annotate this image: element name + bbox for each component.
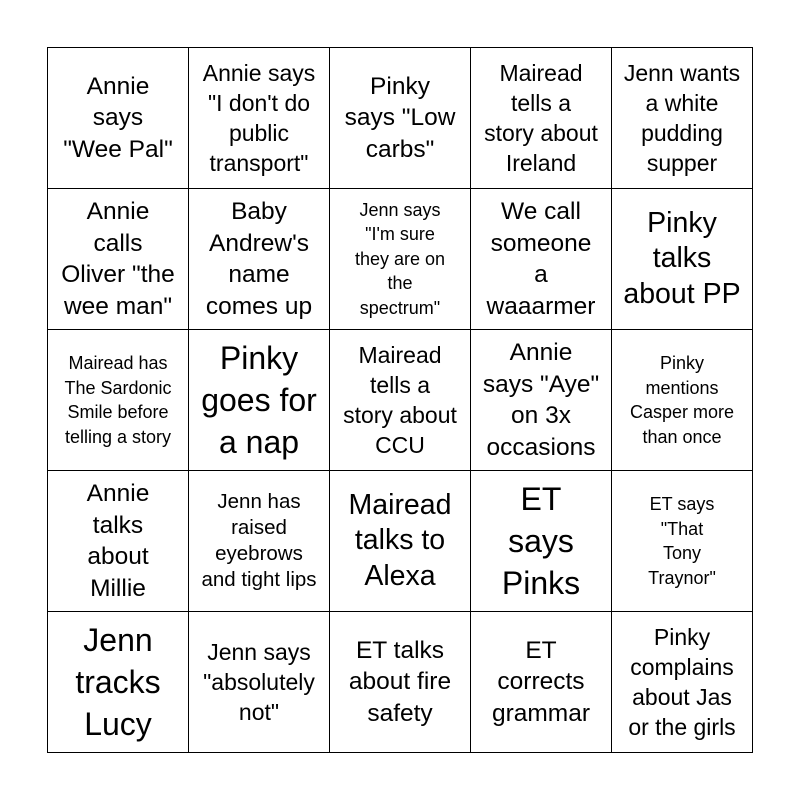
bingo-cell[interactable] <box>189 330 330 471</box>
cell-text: Annie says "Wee Pal" <box>63 72 173 163</box>
bingo-cell[interactable] <box>48 330 189 471</box>
bingo-cell[interactable] <box>48 471 189 612</box>
bingo-cell[interactable] <box>189 471 330 612</box>
cell-text: Pinky talks about PP <box>623 206 741 310</box>
bingo-cell[interactable] <box>330 48 471 189</box>
bingo-cell[interactable] <box>471 471 612 612</box>
bingo-cell[interactable] <box>48 189 189 330</box>
bingo-cell[interactable] <box>330 612 471 753</box>
cell-text: Jenn says "absolutely not" <box>203 639 315 725</box>
bingo-cell[interactable] <box>471 330 612 471</box>
bingo-cell[interactable] <box>612 612 753 753</box>
cell-text: ET says "That Tony Traynor" <box>648 494 716 588</box>
cell-text: Baby Andrew's name comes up <box>205 198 313 320</box>
cell-text: Annie calls Oliver "the wee man" <box>61 198 175 320</box>
bingo-cell[interactable] <box>471 189 612 330</box>
cell-text: Mairead tells a story about Ireland <box>484 60 598 176</box>
cell-text: Pinky says "Low carbs" <box>344 72 456 163</box>
bingo-cell[interactable] <box>48 48 189 189</box>
cell-text: Annie says "Aye" on 3x occasions <box>482 339 600 461</box>
bingo-cell[interactable] <box>330 471 471 612</box>
bingo-cell[interactable] <box>189 189 330 330</box>
cell-text: Annie talks about Millie <box>86 480 150 602</box>
cell-text: Jenn has raised eyebrows and tight lips <box>201 490 317 591</box>
cell-text: Mairead talks to Alexa <box>348 488 452 592</box>
cell-text: ET says Pinks <box>501 481 581 601</box>
cell-text: Pinky goes for a nap <box>201 340 317 460</box>
cell-text: Pinky complains about Jas or the girls <box>628 624 736 740</box>
bingo-cell[interactable] <box>612 471 753 612</box>
bingo-cell[interactable] <box>189 48 330 189</box>
bingo-cell[interactable] <box>330 189 471 330</box>
bingo-cell[interactable] <box>612 330 753 471</box>
bingo-cell[interactable] <box>471 612 612 753</box>
cell-text: ET corrects grammar <box>491 636 590 727</box>
cell-text: Pinky mentions Casper more than once <box>629 353 735 447</box>
cell-text: Jenn says "I'm sure they are on the spectrum" <box>354 199 446 318</box>
bingo-card <box>47 47 753 753</box>
cell-text: We call someone a waaarmer <box>486 198 596 320</box>
cell-text: Mairead tells a story about CCU <box>343 342 457 458</box>
bingo-cell[interactable] <box>612 48 753 189</box>
cell-text: Jenn wants a white pudding supper <box>623 60 741 176</box>
bingo-cell[interactable] <box>330 330 471 471</box>
cell-text: ET talks about fire safety <box>348 636 452 727</box>
cell-text: Annie says "I don't do public transport" <box>202 60 316 176</box>
bingo-cell[interactable] <box>471 48 612 189</box>
cell-text: Jenn tracks Lucy <box>75 622 161 742</box>
bingo-cell[interactable] <box>612 189 753 330</box>
bingo-cell[interactable] <box>48 612 189 753</box>
cell-text: Mairead has The Sardonic Smile before telling a story <box>64 353 172 447</box>
bingo-cell[interactable] <box>189 612 330 753</box>
